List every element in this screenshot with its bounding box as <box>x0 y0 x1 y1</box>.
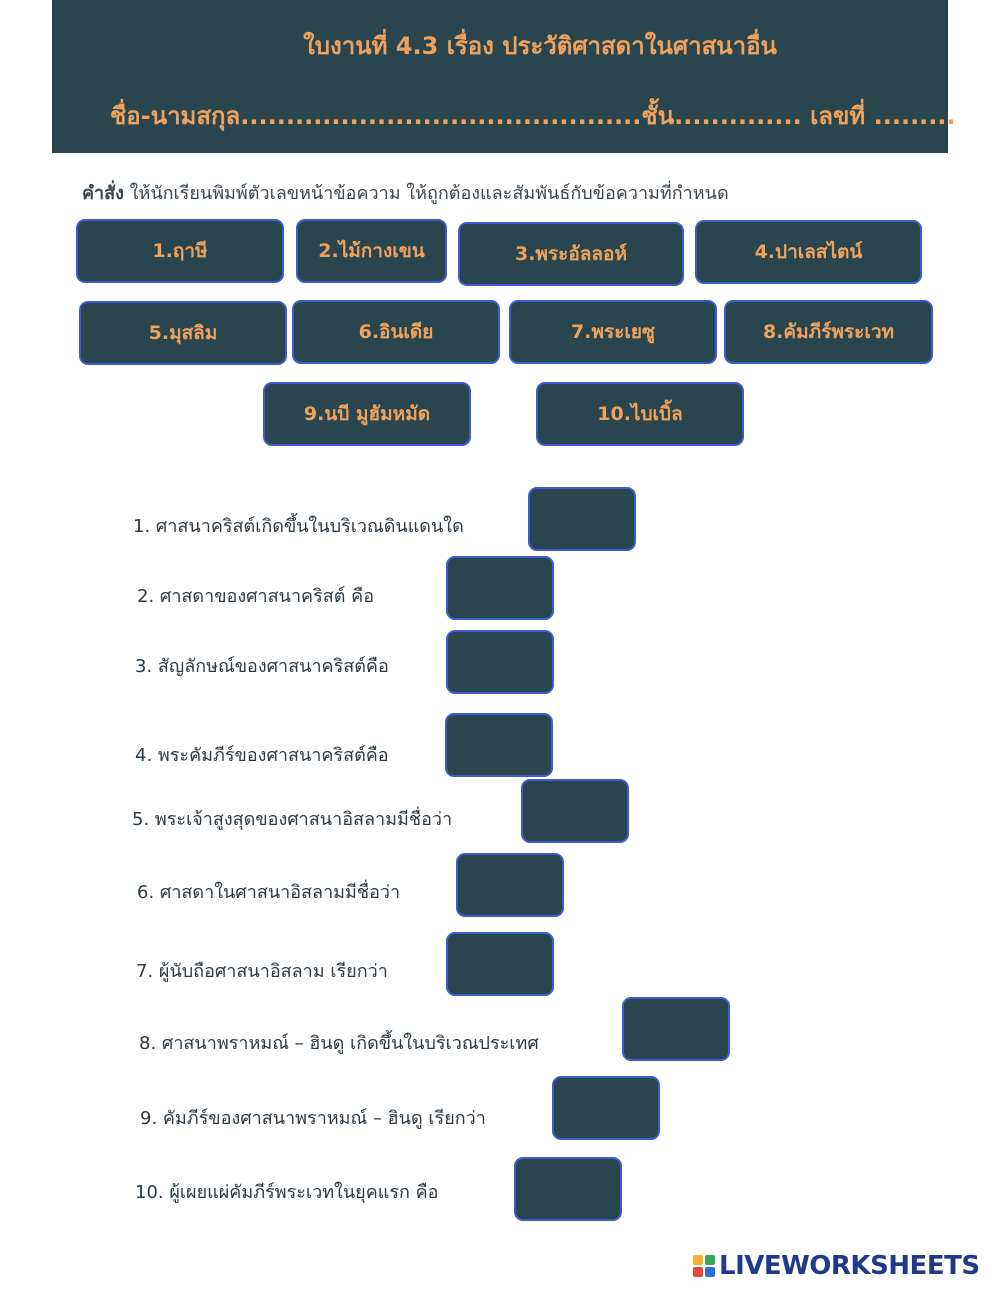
answer-box-7[interactable] <box>446 932 554 996</box>
choice-10[interactable]: 10.ไบเบิ้ล <box>536 382 744 446</box>
question-7: 7. ผู้นับถือศาสนาอิสลาม เรียกว่า <box>136 961 388 982</box>
instruction <box>82 178 729 207</box>
choice-4[interactable]: 4.ปาเลสไตน์ <box>695 220 922 284</box>
choice-5[interactable]: 5.มุสลิม <box>79 301 287 365</box>
answer-box-9[interactable] <box>552 1076 660 1140</box>
choice-3[interactable]: 3.พระอัลลอห์ <box>458 222 684 286</box>
answer-box-3[interactable] <box>446 630 554 694</box>
question-5: 5. พระเจ้าสูงสุดของศาสนาอิสลามมีชื่อว่า <box>132 809 453 830</box>
liveworksheets-logo[interactable] <box>693 1251 980 1281</box>
question-1: 1. ศาสนาคริสต์เกิดขึ้นในบริเวณดินแดนใด <box>133 516 464 537</box>
answer-box-1[interactable] <box>528 487 636 551</box>
answer-box-10[interactable] <box>514 1157 622 1221</box>
instruction-lead: คำสั่ง <box>82 183 124 204</box>
answer-box-6[interactable] <box>456 853 564 917</box>
choice-8[interactable]: 8.คัมภีร์พระเวท <box>724 300 933 364</box>
choice-6[interactable]: 6.อินเดีย <box>292 300 500 364</box>
logo-block-blue <box>705 1267 715 1277</box>
question-6: 6. ศาสดาในศาสนาอิสลามมีชื่อว่า <box>137 882 401 903</box>
logo-text: LIVEWORKSHEETS <box>719 1251 980 1281</box>
answer-box-2[interactable] <box>446 556 554 620</box>
worksheet-title: ใบงานที่ 4.3 เรื่อง ประวัติศาสดาในศาสนาอื่น <box>303 32 777 60</box>
choice-9[interactable]: 9.นบี มูฮัมหมัด <box>263 382 471 446</box>
choice-1[interactable]: 1.ฤาษี <box>76 219 284 283</box>
choice-7[interactable]: 7.พระเยซู <box>509 300 717 364</box>
student-info-line: ชื่อ-นามสกุล............................................ชั้น.............. เลขที่ ......... <box>110 102 956 130</box>
choice-2[interactable]: 2.ไม้กางเขน <box>296 219 447 283</box>
question-3: 3. สัญลักษณ์ของศาสนาคริสต์คือ <box>135 656 389 677</box>
answer-box-4[interactable] <box>445 713 553 777</box>
instruction-text: ให้นักเรียนพิมพ์ตัวเลขหน้าข้อความ ให้ถูกต้องและสัมพันธ์กับข้อความที่กำหนด <box>123 183 729 204</box>
answer-box-5[interactable] <box>521 779 629 843</box>
logo-icon <box>693 1255 715 1277</box>
worksheet-header <box>52 0 956 153</box>
question-10: 10. ผู้เผยแผ่คัมภีร์พระเวทในยุคแรก คือ <box>135 1182 439 1203</box>
question-4: 4. พระคัมภีร์ของศาสนาคริสต์คือ <box>135 745 389 766</box>
question-2: 2. ศาสดาของศาสนาคริสต์ คือ <box>137 586 375 607</box>
logo-block-green <box>705 1255 715 1265</box>
question-9: 9. คัมภีร์ของศาสนาพราหมณ์ – ฮินดู เรียกว่า <box>140 1108 486 1129</box>
logo-block-yellow <box>693 1255 703 1265</box>
answer-box-8[interactable] <box>622 997 730 1061</box>
question-8: 8. ศาสนาพราหมณ์ – ฮินดู เกิดขึ้นในบริเวณประเทศ <box>139 1033 539 1054</box>
logo-block-red <box>693 1267 703 1277</box>
